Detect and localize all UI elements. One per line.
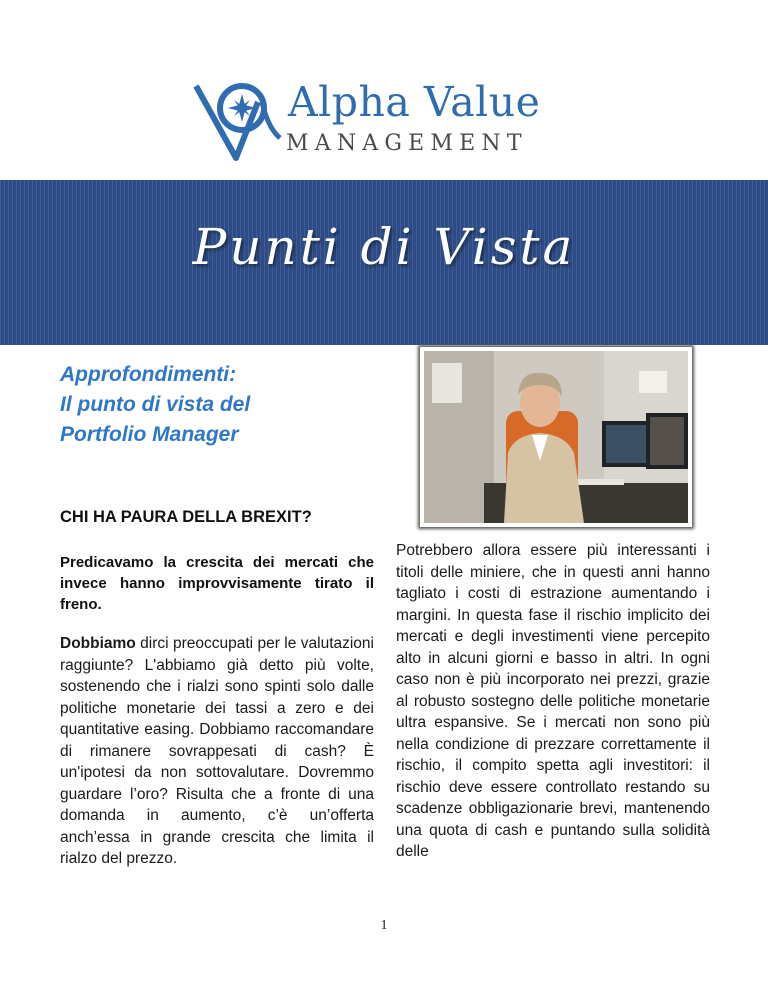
header-banner bbox=[0, 180, 768, 345]
article-body-left bbox=[60, 633, 374, 870]
banner-title: Punti di Vista bbox=[192, 218, 576, 276]
company-logo bbox=[192, 72, 592, 162]
logo-subtitle-text: MANAGEMENT bbox=[286, 131, 528, 156]
logo-mark-icon bbox=[192, 72, 287, 162]
article-body-first-word: Dobbiamo bbox=[60, 635, 136, 652]
article-body-right: Potrebbero allora essere più interessanti i titoli delle miniere, che in questi anni hanno tagliato i costi di estrazione aumentando i margini. In questa fase il rischio implicito dei mercati e degli investimenti viene percepito alto in alcuni giorni e basso in altri. In ogni caso non è più incorporato nei prezzi, grazie al robusto sostegno delle politiche monetarie ultra espansive. Se i mercati non sono più nella condizione di prezzare correttamente il rischio, il compito spetta agli investitori: il rischio deve essere controllato restando su scadenze obbligazionarie brevi, mantenendo una quota di cash e puntando sulla solidità delle bbox=[396, 542, 710, 860]
section-heading-line-3: Portfolio Manager bbox=[60, 423, 239, 446]
article-title: CHI HA PAURA DELLA BREXIT? bbox=[60, 508, 312, 526]
section-heading bbox=[60, 360, 380, 450]
article-lead: Predicavamo la crescita dei mercati che invece hanno improvvisamente tirato il freno. bbox=[60, 554, 374, 613]
page-number: 1 bbox=[380, 918, 388, 933]
section-heading-line-2: Il punto di vista del bbox=[60, 393, 251, 416]
article-body-left-text: dirci preoccupati per le valutazioni raggiunte? L'abbiamo già detto più volte, sostenendo che i rialzi sono spinti solo dalle politiche monetarie dei tassi a zero e dei quantitative easing. Dobbiamo raccomandare di rimanere sovrappesati di cash? È un'ipotesi da non sottovalutare. Dovremmo guardare l’oro? Risulta che a fronte di una domanda in aumento, c’è un’offerta anch’essa in grande crescita che limita il rialzo del prezzo. bbox=[60, 635, 374, 867]
portfolio-manager-photo bbox=[420, 347, 692, 527]
logo-brand-text: Alpha Value bbox=[288, 78, 541, 126]
photo-illustration bbox=[424, 351, 688, 523]
section-heading-line-1: Approfondimenti: bbox=[60, 363, 237, 386]
